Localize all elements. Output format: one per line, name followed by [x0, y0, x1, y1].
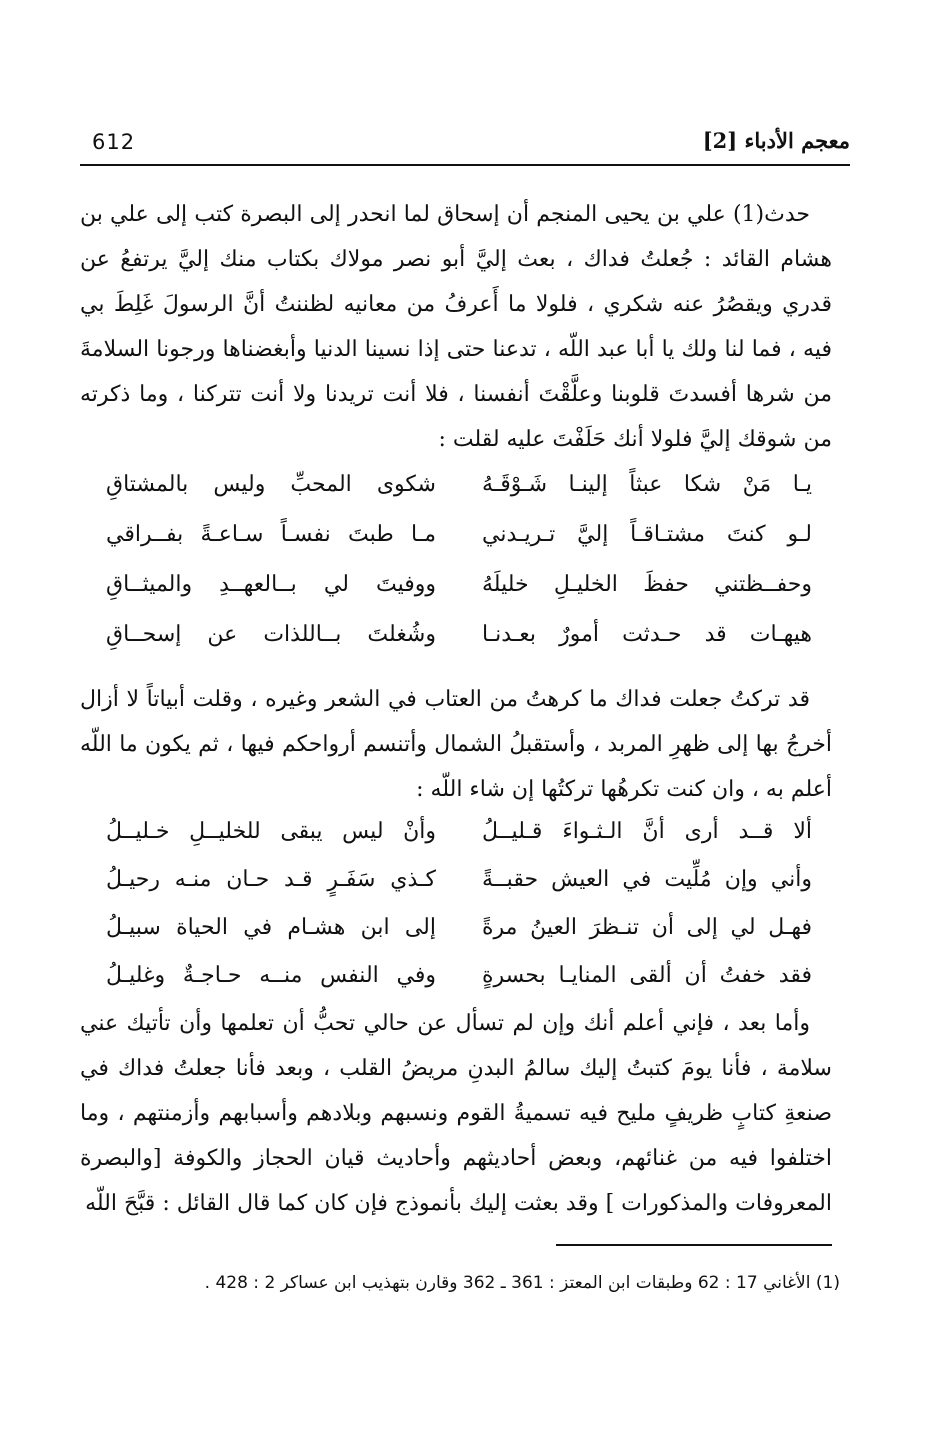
verse — [80, 560, 832, 610]
verse — [80, 460, 832, 510]
verse — [80, 952, 832, 1000]
verse-first-half: لـو كنتَ مشتـاقـاً إليَّ تـريـدني — [482, 522, 812, 547]
verse-first-half: هيهـات قد حـدثت أمورٌ بعـدنـا — [482, 622, 812, 647]
verse — [80, 904, 832, 952]
verse-first-half: يـا مَنْ شكا عبثاً إلينـا شَـوْقَـهُ — [482, 472, 812, 497]
paragraph-2 — [80, 677, 832, 812]
verse-second-half: وفي النفس منــه حـاجـةٌ وغليـلُ — [106, 963, 436, 988]
verse — [80, 510, 832, 560]
poem-1 — [80, 460, 832, 660]
verse-second-half: وشُغلتَ بــاللذات عن إسحــاقِ — [106, 622, 436, 647]
verse-first-half: وحفــظتني حفظَ الخليـلِ خليلَهُ — [482, 572, 812, 597]
page-header — [80, 128, 850, 162]
verse-first-half: ألا قــد أرى أنَّ الـثـواءَ قـليــلُ — [482, 819, 812, 844]
running-title: معجم الأدباء [2] — [702, 128, 850, 153]
verse — [80, 808, 832, 856]
verse-first-half: فقد خفتُ أن ألقى المنايـا بحسرةٍ — [482, 963, 812, 988]
header-rule — [80, 164, 850, 166]
paragraph-3 — [80, 1001, 832, 1226]
verse-second-half: مـا طبتَ نفسـاً سـاعـةً بفــراقي — [106, 522, 436, 547]
verse-second-half: كـذي سَفَـرٍ قـد حـان منـه رحيـلُ — [106, 867, 436, 892]
paragraph-1 — [80, 192, 832, 462]
footnote-rule — [556, 1244, 832, 1246]
verse-first-half: وأني وإن مُلِّيت في العيش حقبــةً — [482, 867, 812, 892]
verse-second-half: إلى ابن هشـام في الحياة سبيـلُ — [106, 915, 436, 940]
verse — [80, 610, 832, 660]
verse-first-half: فهـل لي إلى أن تنـظرَ العينُ مرةً — [482, 915, 812, 940]
verse — [80, 856, 832, 904]
paragraph-text: حدث(1) علي بن يحيى المنجم أن إسحاق لما انحدر إلى البصرة كتب إلى علي بن هشام القائد : جُعلتُ فداك ، بعث إليَّ أبو نصر مولاك بكتاب منك إليَّ يرتفعُ عن قدري ويقصُرُ عنه شكري ، فلولا ما أَعرفُ من معانيه لظننتُ أنَّ الرسولَ غَلِطَ بي فيه ، فما لنا ولك يا أبا عبد اللّه ، تدعنا حتى إذا نسينا الدنيا وأبغضناها ورجونا السلامةَ من شرها أفسدتَ قلوبنا وعلَّقْتَ أنفسنا ، فلا أنت تريدنا ولا أنت تتركنا ، وما ذكرته من شوقك إليَّ فلولا أنك حَلَفْتَ عليه لقلت : — [80, 202, 832, 452]
paragraph-text: وأما بعد ، فإني أعلم أنك وإن لم تسأل عن حالي تحبُّ أن تعلمها وأن تأتيك عني سلامة ، فأنا يومَ كتبتُ إليك سالمُ البدنِ مريضُ القلب ، وبعد فأنا جعلتُ فداك في صنعةِ كتابٍ ظريفٍ مليح فيه تسميةُ القوم ونسبهم وبلادهم وأسبابهم وأزمنتهم ، وما اختلفوا فيه من غنائهم، وبعض أحاديثهم وأحاديث قيان الحجاز والكوفة [والبصرة المعروفات والمذكورات ] وقد بعثت إليك بأنموذج فإن كان كما قال القائل : قبَّحَ اللّه — [80, 1011, 832, 1216]
paragraph-text: قد تركتُ جعلت فداك ما كرهتُ من العتاب في الشعر وغيره ، وقلت أبياتاً لا أزال أخرجُ بها إلى ظهرِ المربد ، وأستقبلُ الشمال وأتنسم أرواحكم فيها ، ثم يكون ما اللّه أعلم به ، وان كنت تكرهُها تركتُها إن شاء اللّه : — [80, 687, 832, 802]
page-number: 612 — [92, 130, 136, 154]
verse-second-half: شكوى المحبِّ وليس بالمشتاقِ — [106, 472, 436, 497]
footnote: (1) الأغاني 17 : 62 وطبقات ابن المعتز : 361 ـ 362 وقارن بتهذيب ابن عساكر 2 : 428 . — [204, 1273, 840, 1293]
verse-second-half: وأنْ ليس يبقى للخليــلِ خـليــلُ — [106, 819, 436, 844]
poem-2 — [80, 808, 832, 1000]
verse-second-half: ووفيتَ لي بــالعهــدِ والميثــاقِ — [106, 572, 436, 597]
